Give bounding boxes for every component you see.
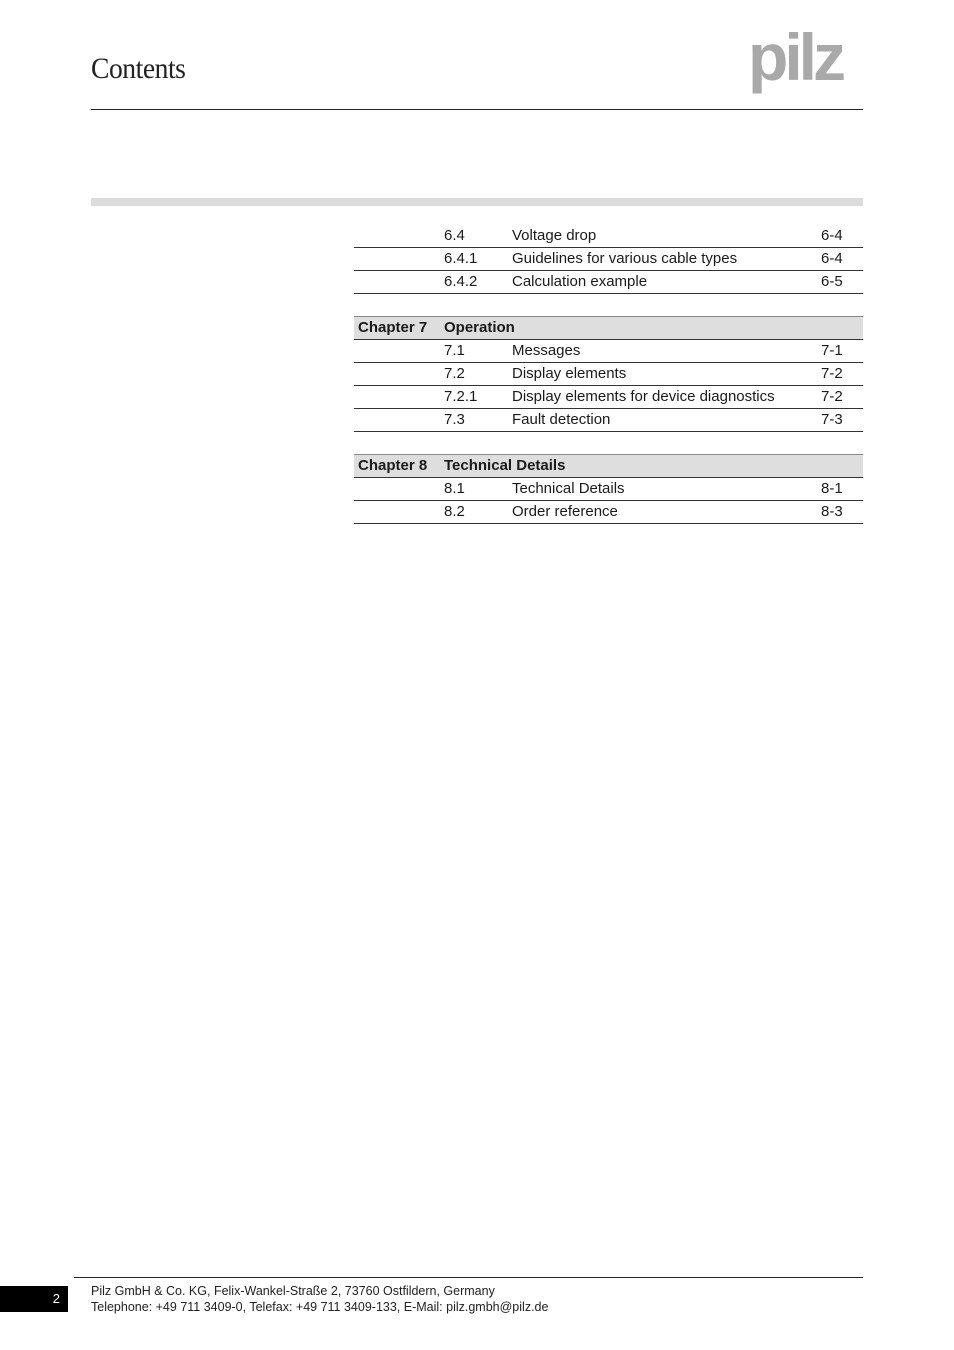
footer-company-info <box>91 1283 548 1315</box>
chapter-label: Chapter 8 <box>358 457 428 474</box>
toc-entry-number: 7.3 <box>444 411 465 428</box>
footer-divider <box>74 1277 863 1278</box>
footer-contact: Telephone: +49 711 3409-0, Telefax: +49 711 3409-133, E-Mail: pilz.gmbh@pilz.de <box>91 1300 549 1314</box>
toc-entry-title: Calculation example <box>512 273 648 290</box>
toc-entry-page: 7-3 <box>821 411 843 428</box>
toc-entry-title: Voltage drop <box>512 227 597 244</box>
toc-entry-title: Order reference <box>512 503 618 520</box>
toc-entry-title: Guidelines for various cable types <box>512 250 738 267</box>
toc-spacer <box>354 294 863 316</box>
toc-entry-page: 7-2 <box>821 365 843 382</box>
toc-entry-8-1[interactable] <box>354 478 863 501</box>
chapter-label: Chapter 7 <box>358 319 428 336</box>
toc-chapter-7[interactable] <box>354 316 863 340</box>
toc-entry-title: Fault detection <box>512 411 611 428</box>
toc-entry-6-4-1[interactable] <box>354 248 863 271</box>
page-title: Contents <box>91 52 186 85</box>
toc-entry-number: 6.4.2 <box>444 273 478 290</box>
toc-entry-6-4[interactable] <box>354 225 863 248</box>
toc-entry-title: Display elements for device diagnostics <box>512 388 775 405</box>
toc-entry-7-3[interactable] <box>354 409 863 432</box>
toc-entry-number: 8.2 <box>444 503 465 520</box>
toc-entry-number: 7.2 <box>444 365 465 382</box>
chapter-title: Operation <box>444 319 515 336</box>
toc-entry-7-2[interactable] <box>354 363 863 386</box>
toc-entry-number: 6.4 <box>444 227 465 244</box>
toc-entry-page: 6-4 <box>821 227 843 244</box>
toc-entry-page: 6-4 <box>821 250 843 267</box>
toc-entry-7-1[interactable] <box>354 340 863 363</box>
pilz-logo <box>748 28 864 94</box>
toc-entry-number: 7.2.1 <box>444 388 478 405</box>
toc-spacer <box>354 432 863 454</box>
svg-text:pilz: pilz <box>748 28 842 94</box>
toc-entry-title: Technical Details <box>512 480 625 497</box>
toc-entry-title: Display elements <box>512 365 627 382</box>
toc-entry-number: 6.4.1 <box>444 250 478 267</box>
toc-chapter-8[interactable] <box>354 454 863 478</box>
toc-entry-8-2[interactable] <box>354 501 863 524</box>
toc-entry-page: 7-1 <box>821 342 843 359</box>
section-band <box>91 198 863 206</box>
toc-entry-number: 8.1 <box>444 480 465 497</box>
chapter-title: Technical Details <box>444 457 566 474</box>
table-of-contents <box>354 225 863 524</box>
toc-entry-page: 7-2 <box>821 388 843 405</box>
toc-entry-7-2-1[interactable] <box>354 386 863 409</box>
toc-entry-title: Messages <box>512 342 581 359</box>
page-number: 2 <box>0 1286 68 1312</box>
toc-entry-page: 6-5 <box>821 273 843 290</box>
toc-entry-6-4-2[interactable] <box>354 271 863 294</box>
toc-entry-page: 8-1 <box>821 480 843 497</box>
toc-entry-number: 7.1 <box>444 342 465 359</box>
footer-address: Pilz GmbH & Co. KG, Felix-Wankel-Straße 2, 73760 Ostfildern, Germany <box>91 1284 495 1298</box>
toc-entry-page: 8-3 <box>821 503 843 520</box>
header-divider <box>91 109 863 110</box>
